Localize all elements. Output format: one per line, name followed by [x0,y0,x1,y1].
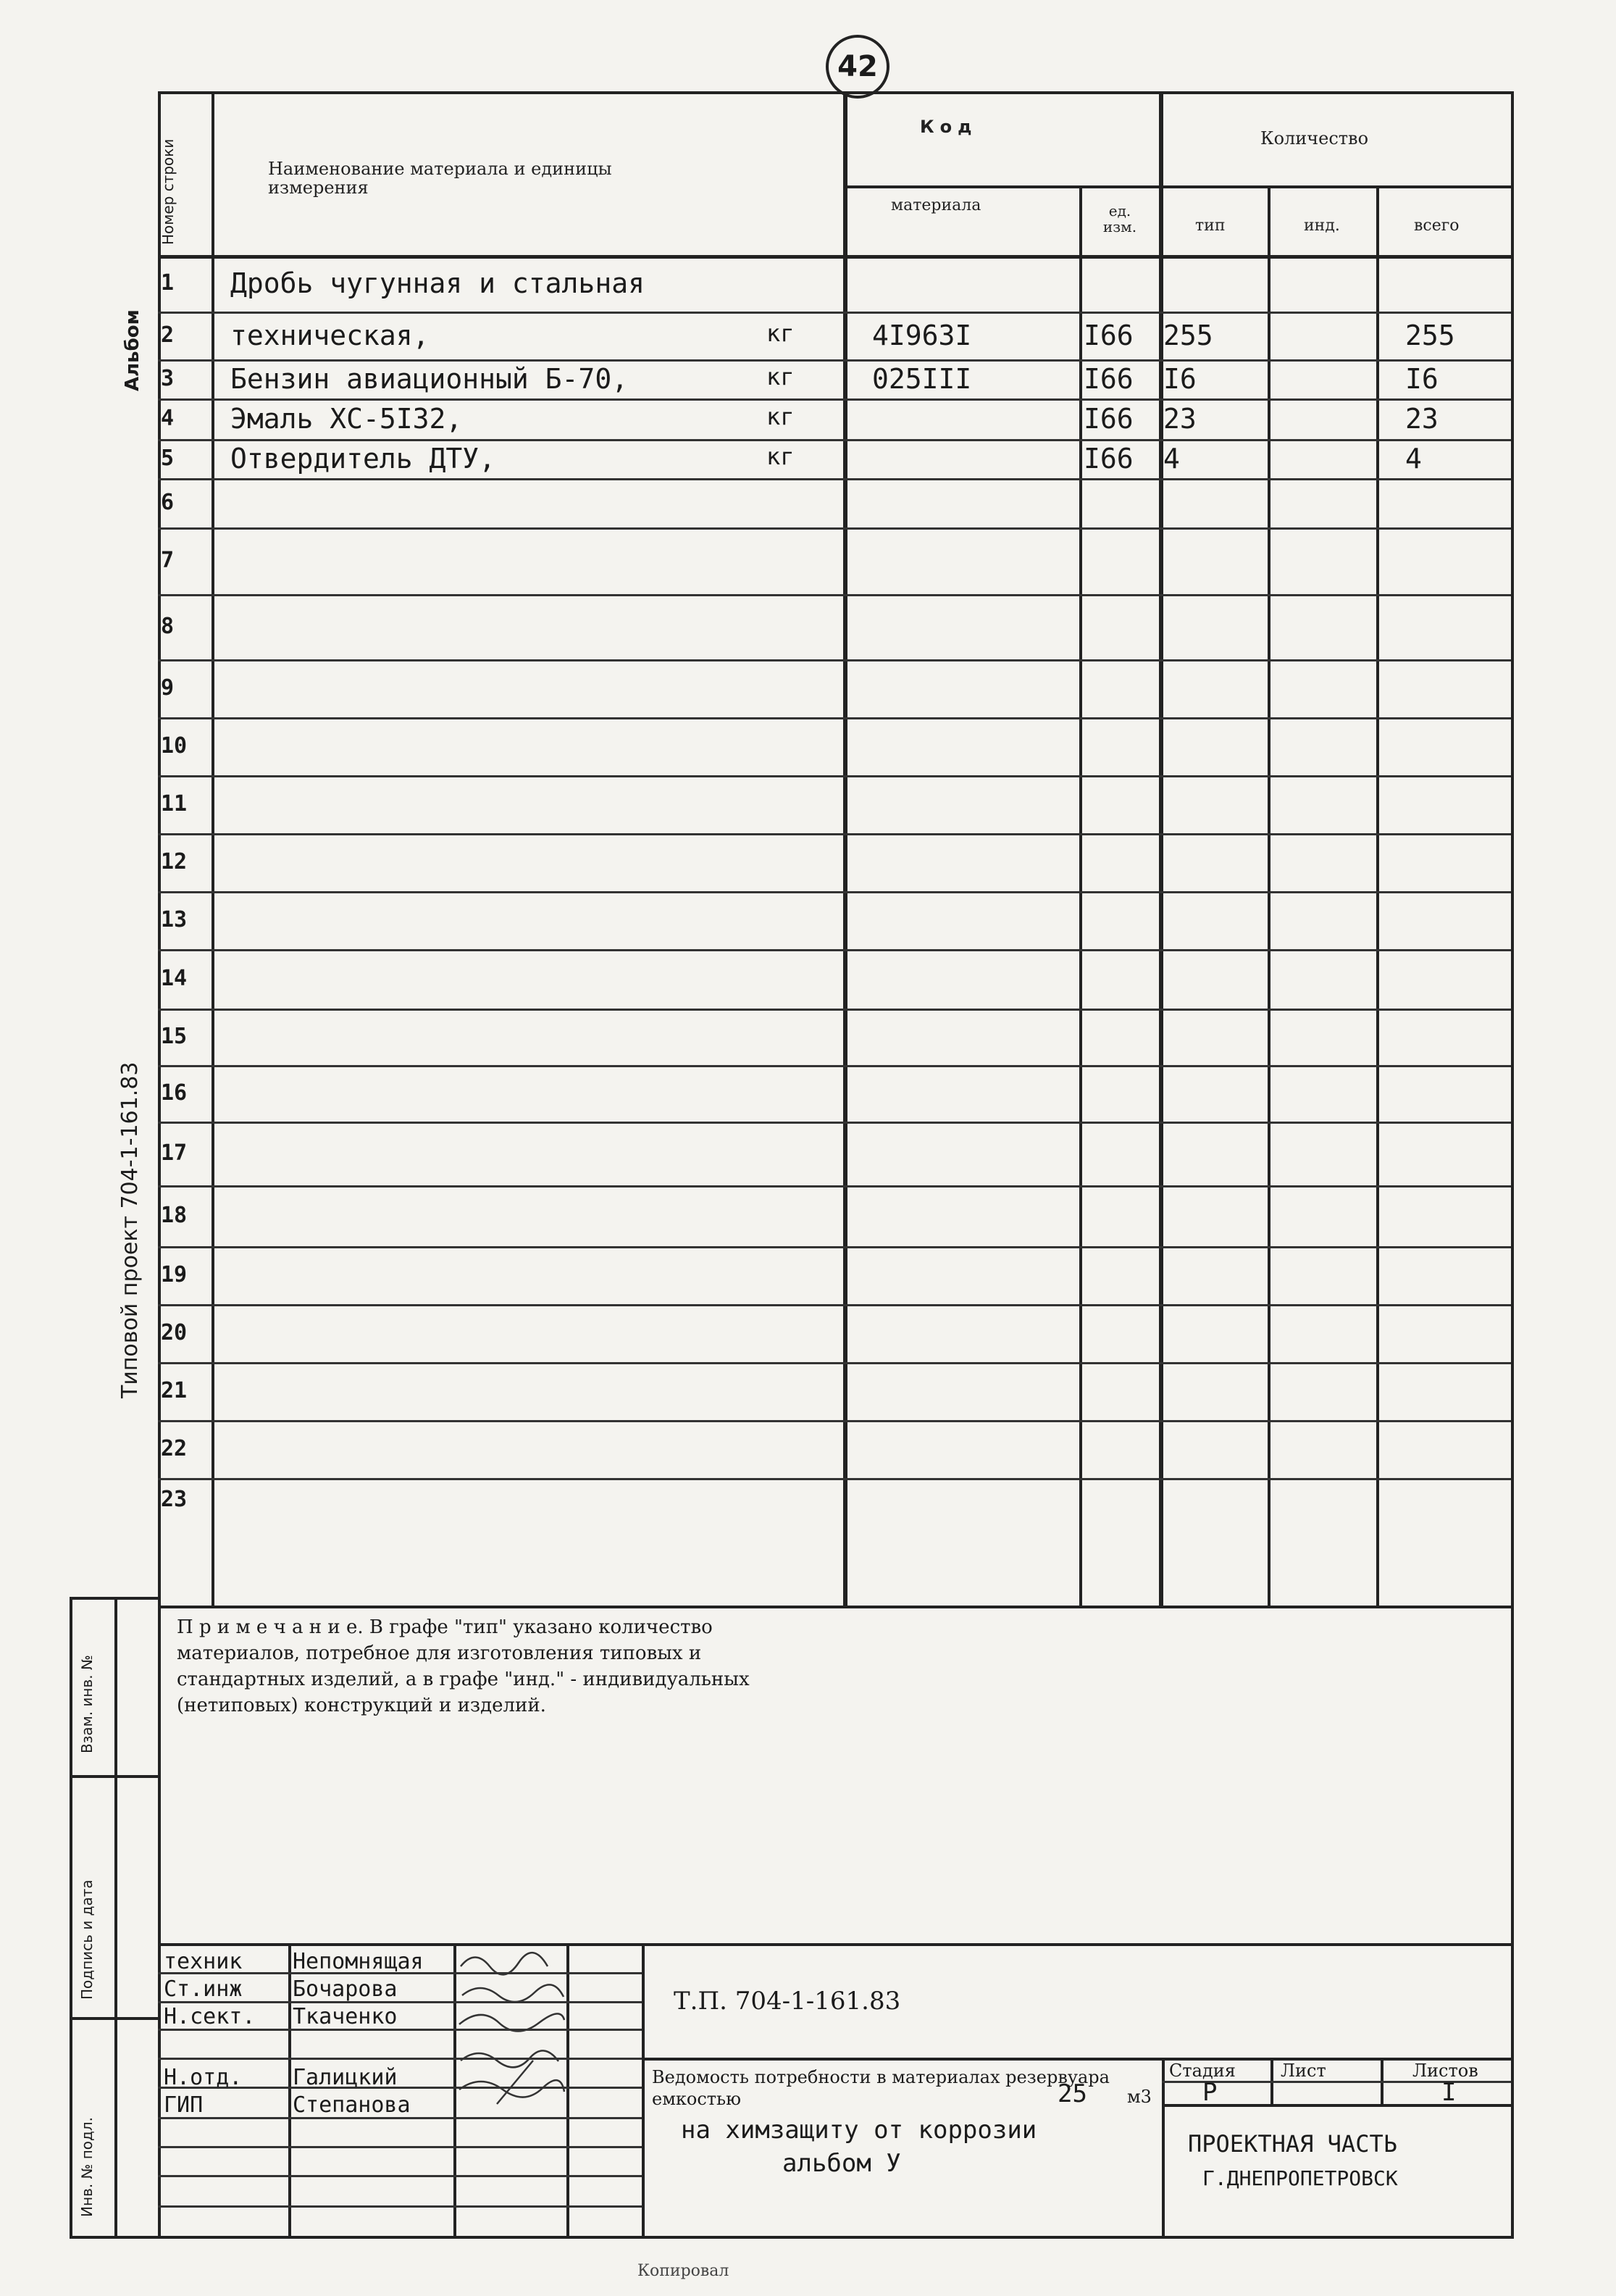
row-divider [158,359,1511,362]
unit-code: I66 [1084,363,1134,395]
row-number: 21 [161,1378,188,1403]
role-label: Н.отд. [164,2065,243,2090]
note-text: П р и м е ч а н и е. В графе "тип" указано количество материалов, потребное для изготовления типовых и стандартных изделий, а в графе "инд." - индивидуальных (нетиповых) конструкций и изделий. [177,1616,750,1716]
row-number: 22 [161,1436,188,1461]
row-divider [158,527,1511,530]
row-number: 11 [161,791,188,817]
material-name: Эмаль ХС-5I32, [230,403,463,435]
quantity-type: 4 [1163,443,1180,475]
row-number: 8 [161,614,175,639]
header-row-no: Номер строки [159,138,177,245]
header-q-ind: инд. [1304,217,1340,235]
row-number: 12 [161,849,188,874]
row-number: 5 [161,446,175,471]
unit-of-measure: кг [766,363,795,391]
row-divider [158,594,1511,596]
stage-value: Р [1202,2078,1218,2107]
person-name: Бочарова [293,1976,398,2002]
row-number: 19 [161,1262,188,1287]
header-q-total: всего [1414,217,1460,235]
quantity-type: 255 [1163,320,1213,351]
row-divider [158,1009,1511,1011]
row-number: 16 [161,1080,188,1106]
row-divider [158,949,1511,951]
unit-code: I66 [1084,320,1134,351]
footer-copied: Копировал [637,2262,729,2280]
row-divider [158,312,1511,314]
unit-of-measure: кг [766,443,795,470]
description-line3: альбом У [782,2149,901,2178]
role-label: техник [164,1949,243,1974]
row-divider [158,1122,1511,1124]
stamp-replace-label: Взам. инв. № [78,1655,96,1753]
header-q-type: тип [1195,217,1226,235]
quantity-type: 23 [1163,403,1197,435]
sheet-label: Лист [1281,2061,1326,2081]
person-name: Непомнящая [293,1949,424,1974]
material-name: Бензин авиационный Б-70, [230,363,629,395]
row-number: 20 [161,1320,188,1345]
row-divider [158,398,1511,401]
person-name: Степанова [293,2092,411,2118]
org-line1: ПРОЕКТНАЯ ЧАСТЬ [1188,2130,1397,2158]
row-number: 17 [161,1140,188,1166]
row-number: 23 [161,1487,188,1512]
description-line2: на химзащиту от коррозии [681,2116,1037,2145]
row-divider [158,717,1511,719]
quantity-total: 23 [1405,403,1439,435]
quantity-type: I6 [1163,363,1197,395]
org-line2: Г.ДНЕПРОПЕТРОВСК [1202,2166,1398,2190]
row-number: 1 [161,270,175,296]
row-number: 3 [161,366,175,391]
stamp-sign-label: Подпись и дата [78,1879,96,2000]
role-label: Н.сект. [164,2004,256,2029]
row-number: 9 [161,675,175,701]
row-divider [158,659,1511,661]
capacity-value: 25 [1058,2079,1087,2108]
row-divider [158,891,1511,893]
page-number: 42 [826,35,889,99]
header-code-unit: ед. изм. [1102,202,1137,235]
row-number: 7 [161,548,175,573]
material-code: 025III [872,363,972,395]
row-divider [158,1478,1511,1480]
role-label: ГИП [164,2092,204,2118]
person-name: Галицкий [293,2065,398,2090]
stage-label: Стадия [1169,2061,1236,2081]
material-name: Отвердитель ДТУ, [230,443,496,475]
material-name: Дробь чугунная и стальная [230,267,645,299]
unit-code: I66 [1084,443,1134,475]
quantity-total: 4 [1405,443,1422,475]
row-number: 13 [161,907,188,932]
unit-code: I66 [1084,403,1134,435]
sheets-value: I [1441,2078,1457,2107]
quantity-total: I6 [1405,363,1439,395]
signature-scribbles [453,1945,569,2234]
row-number: 4 [161,406,175,431]
sheets-label: Листов [1412,2061,1478,2081]
person-name: Ткаченко [293,2004,398,2029]
row-divider [158,833,1511,835]
header-quantity: Количество [1260,128,1369,149]
unit-of-measure: кг [766,403,795,430]
row-divider [158,1420,1511,1422]
row-number: 2 [161,322,175,348]
row-divider [158,1185,1511,1187]
material-name: техническая, [230,320,430,351]
row-divider [158,1304,1511,1306]
material-code: 4I963I [872,320,972,351]
quantity-total: 255 [1405,320,1455,351]
row-number: 10 [161,733,188,759]
header-code-material: материала [891,196,981,214]
row-divider [158,1065,1511,1067]
doc-code: Т.П. 704-1-161.83 [674,1987,901,2016]
unit-of-measure: кг [766,320,795,347]
role-label: Ст.инж [164,1976,243,2002]
row-number: 6 [161,490,175,515]
stamp-inv-label: Инв. № подл. [78,2117,96,2217]
album-label: Альбом [122,309,143,391]
row-divider [158,439,1511,441]
row-divider [158,478,1511,480]
project-label: Типовой проект 704-1-161.83 [117,1061,143,1398]
row-divider [158,1362,1511,1364]
row-number: 18 [161,1203,188,1228]
row-divider [158,1246,1511,1248]
header-code: Код [920,117,978,137]
row-number: 15 [161,1024,188,1049]
description-line1: Ведомость потребности в материалах резервуара емкостью [652,2067,1110,2109]
row-number: 14 [161,966,188,991]
capacity-unit: м3 [1127,2087,1152,2107]
row-divider [158,775,1511,777]
header-name: Наименование материала и единицы измерения [268,159,612,199]
